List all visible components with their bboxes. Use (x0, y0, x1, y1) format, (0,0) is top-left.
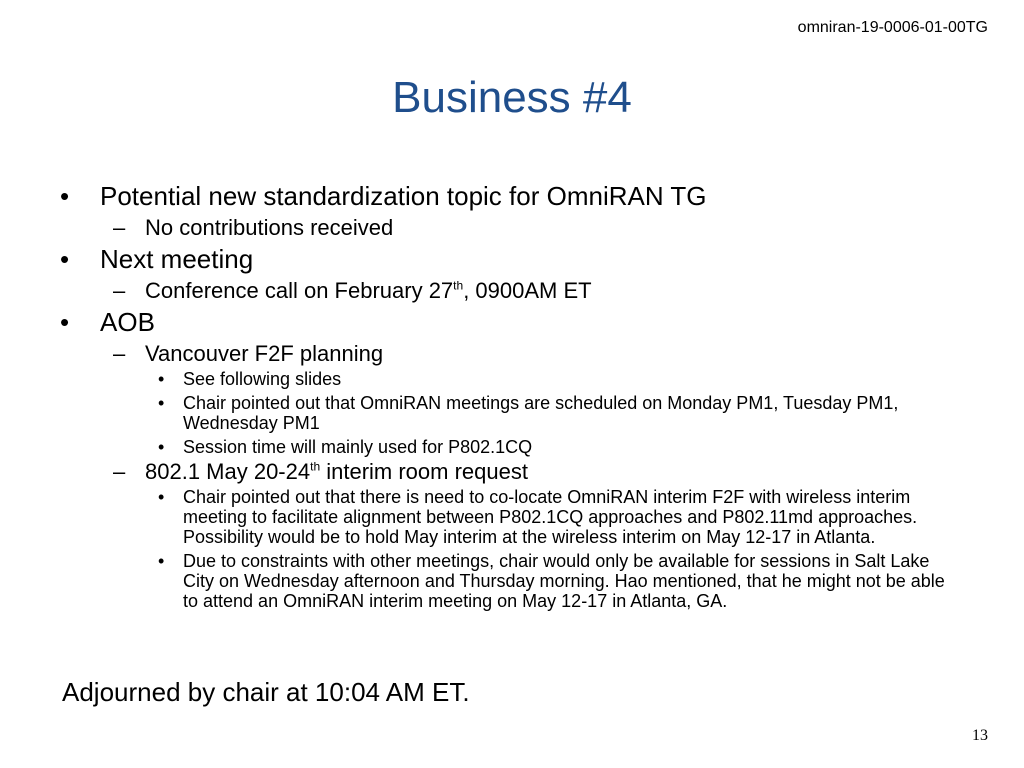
sub-bullet-text-post: , 0900AM ET (463, 278, 592, 303)
bullet-next-meeting (0, 243, 1024, 276)
detail-item (0, 369, 1024, 389)
sub-bullet-text: Vancouver F2F planning (145, 341, 384, 366)
detail-item (0, 437, 1024, 457)
bullet-dot: • (60, 244, 70, 274)
detail-text: See following slides (183, 369, 342, 389)
sub-bullet-text-pre: Conference call on February 27 (145, 278, 454, 303)
dash-marker: – (113, 341, 126, 366)
small-bullet-dot: • (158, 551, 165, 571)
small-bullet-dot: • (158, 369, 165, 389)
detail-text: Chair pointed out that OmniRAN meetings are scheduled on Monday PM1, Tuesday PM1, Wednesday PM1 (183, 393, 899, 433)
bullet-dot: • (60, 307, 70, 337)
slide-title: Business #4 (392, 73, 632, 122)
detail-item (0, 393, 1024, 433)
sub-bullet-no-contributions (0, 213, 1024, 243)
bullet-standardization-topic (0, 180, 1024, 213)
dash-marker: – (113, 215, 126, 240)
sub-bullet-interim-room (0, 457, 1024, 487)
sub-bullet-text-post: interim room request (320, 459, 528, 484)
sub-bullet-text-pre: 802.1 May 20-24 (145, 459, 311, 484)
detail-text: Due to constraints with other meetings, chair would only be available for sessions in Salt Lake City on Wednesday afternoon and Thursday morning. Hao mentioned, that he might not be able to attend an OmniRAN interim meeting on May 12-17 in Atlanta, GA. (183, 551, 945, 611)
detail-text: Session time will mainly used for P802.1CQ (183, 437, 533, 457)
detail-item (0, 551, 1024, 611)
dash-marker: – (113, 278, 126, 303)
dash-marker: – (113, 459, 126, 484)
slide-content (0, 180, 1024, 611)
bullet-text: AOB (100, 307, 155, 337)
sub-bullet-conference-call (0, 276, 1024, 306)
small-bullet-dot: • (158, 393, 165, 413)
bullet-text: Next meeting (100, 244, 254, 274)
bullet-aob (0, 306, 1024, 339)
sub-bullet-vancouver (0, 339, 1024, 369)
ordinal-suffix: th (310, 459, 321, 474)
small-bullet-dot: • (158, 437, 165, 457)
bullet-dot: • (60, 181, 70, 211)
page-number: 13 (972, 727, 988, 744)
ordinal-suffix: th (453, 278, 464, 293)
closing-statement: Adjourned by chair at 10:04 AM ET. (62, 677, 470, 707)
document-id: omniran-19-0006-01-00TG (797, 19, 988, 36)
small-bullet-dot: • (158, 487, 165, 507)
detail-text: Chair pointed out that there is need to co-locate OmniRAN interim F2F with wireless interim meeting to facilitate alignment between P802.1CQ approaches and P802.11md approaches. Possibility would be to hold May interim at the wireless interim on May 12-17 in Atlanta. (183, 487, 918, 547)
bullet-text: Potential new standardization topic for OmniRAN TG (100, 181, 707, 211)
sub-bullet-text: No contributions received (145, 215, 394, 240)
detail-item (0, 487, 1024, 547)
